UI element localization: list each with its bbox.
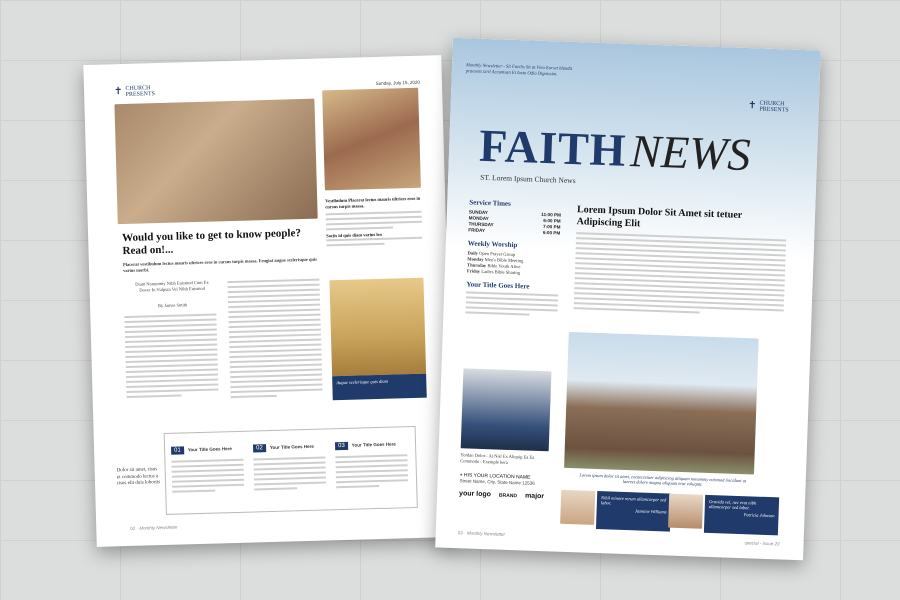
pastor-caption: Yordan Dolor - At Nisl Ex Aliquip Ea Ea Commodo - Exemple hera	[460, 452, 535, 465]
service-day: MONDAY	[468, 215, 489, 222]
three-column-box	[164, 426, 418, 515]
woman-in-field-photo	[329, 278, 426, 377]
weekly-worship-list	[467, 250, 560, 277]
church-building-photo	[564, 332, 759, 475]
your-title-heading: Your Title Goes Here	[466, 280, 530, 291]
masthead-subtitle: ST. Lorem Ipsum Church News	[480, 172, 576, 186]
service-time: 7:00 PM	[543, 223, 561, 230]
religious-painting-photo	[322, 88, 421, 191]
location-address: Street Name, City, State Name 12536	[459, 478, 535, 486]
church-photo-caption: Lorem ipsum dolor sit amet, consectetuer adipiscing aliquam nonummy euismod tincidunt ut laoreet dolore magna aliquam erat volutpat.	[579, 472, 747, 487]
column-title-1: Your Title Goes Here	[187, 446, 232, 453]
service-day: THURSDAY	[468, 221, 494, 228]
location-block	[459, 472, 559, 487]
testimonial-photo-1	[560, 490, 595, 525]
testimonial-photo-2	[668, 494, 703, 529]
masthead	[478, 119, 751, 181]
main-article-text	[574, 232, 787, 319]
left-footer: 02 · Monthly Newsletter	[130, 524, 178, 531]
right-footer-page: 03	[457, 530, 463, 536]
masthead-faith: FAITH	[478, 119, 628, 176]
weekly-day: Daily	[467, 250, 479, 256]
left-lead: Placerat vestibulum lectus mauris ultrices eros in cursus turpis massa. Feugiat augue scelerisque quis varius morbi.	[122, 256, 318, 273]
sponsor-logo-2: BRAND	[498, 492, 518, 499]
right-footer: 03 · Monthly Newsletter	[457, 530, 506, 537]
author-byline: By James Smith	[157, 302, 188, 309]
number-badge-3: 03	[335, 442, 348, 450]
weekly-event: Open Prayer Group	[479, 250, 516, 258]
weekly-event: Bible Youth Alive	[487, 263, 521, 270]
left-footer-page: 02	[130, 525, 136, 531]
church-logo: ✝ CHURCH PRESENTS	[113, 85, 155, 98]
photo-caption-box	[332, 374, 427, 401]
left-headline: Would you like to get to know people? Read on!...	[122, 227, 302, 258]
location-pin-icon: ⌖	[459, 472, 463, 479]
right-footer-issue: special - Issue 20	[744, 540, 780, 547]
cross-icon: ✝	[747, 100, 757, 112]
church-logo-right: ✝ CHURCH PRESENTS	[747, 100, 789, 114]
number-badge-1: 01	[171, 446, 184, 454]
testimonial-quote-1: Nihil minore rerum ullamcorper sed labor. Jasmine Williams	[596, 491, 671, 532]
sponsor-logos	[459, 490, 544, 500]
service-day: SUNDAY	[468, 209, 489, 216]
photo-caption: Augue scelerisque quis diam	[336, 378, 388, 386]
column-2-text	[227, 279, 322, 402]
left-newsletter-page	[83, 55, 454, 547]
cross-icon: ✝	[113, 86, 123, 98]
weekly-day: Thursday	[467, 262, 487, 269]
column-1-text	[124, 313, 218, 401]
hands-together-photo	[114, 99, 317, 225]
left-footer-label: Monthly Newsletter	[139, 524, 178, 531]
weekly-event: Men's Bible Meeting	[484, 256, 524, 264]
number-badge-2: 02	[253, 444, 266, 452]
top-note: Monthly Newsletter - Sit Facilis Sit at Vero Eorset blandit praesent zzril Accumsan Et Iusto Odio Dignissim.	[465, 62, 573, 77]
column-title-2: Your Title Goes Here	[269, 443, 314, 451]
service-times-title: Service Times	[469, 198, 511, 208]
sponsor-logo-1: your logo	[458, 490, 492, 499]
service-time: 6:00 PM	[543, 217, 561, 224]
right-newsletter-page	[435, 38, 821, 561]
intro-quote: Diam Nonummy Nibh Euismod Cum Ex Dover In Vulputa Vel Nihh Euismod	[135, 279, 209, 293]
right-footer-label: Monthly Newsletter	[466, 530, 506, 537]
side-bold-text-2: Sociis id quis diam varius leo	[326, 232, 382, 239]
sponsor-logo-3: major	[524, 492, 545, 501]
service-day: FRIDAY	[468, 227, 486, 233]
column-title-3: Your Title Goes Here	[351, 441, 396, 448]
service-times-panel	[465, 198, 561, 319]
weekly-day: Friday	[466, 268, 481, 274]
weekly-worship-title: Weekly Worship	[467, 239, 518, 250]
issue-date: Sunday, July 15, 2020	[375, 79, 421, 86]
weekly-day: Monday	[467, 256, 484, 262]
pull-quote: Dolor sit amet, risus et commodo lectus a risus elit duis lobortis	[116, 467, 161, 487]
masthead-news: NEWS	[629, 125, 752, 181]
main-headline: Lorem Ipsum Dolor Sit Amet sit tetuer Adipiscing Elit	[576, 204, 743, 230]
location-name: HIS YOUR LOCATION NAME	[463, 472, 531, 481]
service-time: 6:00 PM	[542, 229, 561, 236]
pastor-portrait-photo	[461, 368, 552, 451]
side-bold-text: Vestibulum Placerat lectus mauris ultrices eros in cursus turpis massa.	[325, 195, 421, 209]
service-time: 11:00 PM	[541, 211, 561, 218]
weekly-event: Ladies Bible Sharing	[481, 268, 521, 276]
service-times-list	[468, 209, 561, 236]
testimonial-quote-2: Gravida vel, nec erat nibh ullamcorper sed labor. Patricia Johnson	[704, 495, 779, 536]
